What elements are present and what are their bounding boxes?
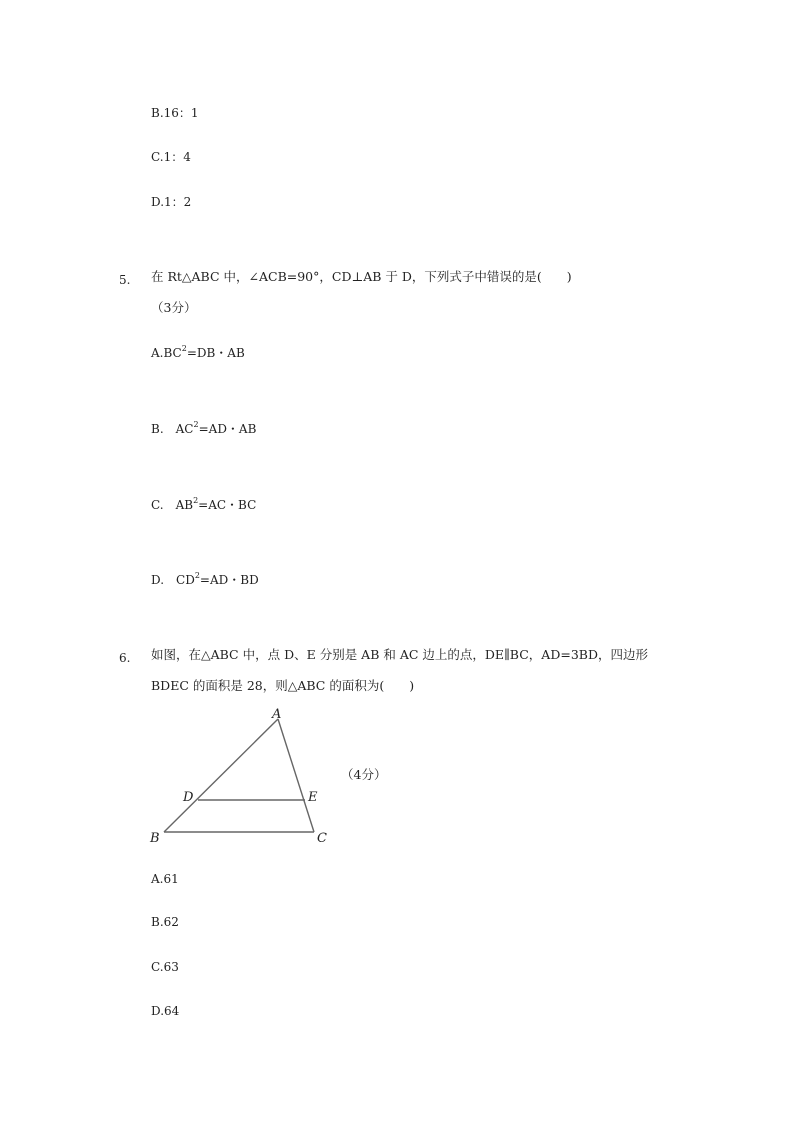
q6-option-b: B.62 — [151, 915, 179, 929]
q4-option-d: D.1：2 — [151, 195, 192, 209]
option-prefix: C. — [151, 498, 176, 512]
q4-option-b: B.16：1 — [151, 106, 199, 120]
label-e: E — [308, 790, 318, 805]
option-prefix: A. — [151, 346, 164, 360]
q6-score: （4分） — [341, 767, 387, 782]
q5-option-c — [151, 497, 256, 513]
q6-number: 6. — [119, 651, 131, 665]
q6-text-line2: BDEC 的面积是 28，则△ABC 的面积为( ) — [151, 678, 415, 693]
q6-text-line1: 如图，在△ABC 中，点 D、E 分别是 AB 和 AC 边上的点，DE∥BC，AD=3BD，四边形 — [151, 647, 648, 662]
option-term: AB — [175, 498, 194, 512]
q5-option-a — [151, 345, 245, 361]
option-exponent: 2 — [194, 571, 200, 580]
q6-option-a: A.61 — [151, 872, 179, 886]
side-ac — [278, 719, 314, 832]
option-exponent: 2 — [193, 420, 199, 429]
q5-score: （3分） — [151, 300, 197, 315]
option-exponent: 2 — [193, 496, 199, 505]
label-b: B — [150, 831, 160, 846]
q6-option-c: C.63 — [151, 960, 179, 974]
q4-option-c: C.1：4 — [151, 150, 191, 164]
option-prefix: D. — [151, 573, 177, 587]
option-rest: =AC・BC — [198, 498, 257, 512]
q5-option-d — [151, 572, 259, 588]
q5-text: 在 Rt△ABC 中，∠ACB=90°，CD⊥AB 于 D，下列式子中错误的是( ) — [151, 269, 572, 284]
label-a: A — [272, 707, 282, 722]
side-ab — [164, 719, 278, 832]
option-term: BC — [163, 346, 182, 360]
q5-option-b — [151, 421, 256, 437]
option-exponent: 2 — [181, 344, 187, 353]
option-rest: =AD・BD — [199, 573, 259, 587]
option-term: CD — [176, 573, 195, 587]
option-term: AC — [175, 422, 194, 436]
triangle-figure — [148, 704, 338, 849]
option-rest: =DB・AB — [186, 346, 245, 360]
q5-number: 5. — [119, 273, 131, 287]
option-rest: =AD・AB — [198, 422, 257, 436]
label-c: C — [317, 831, 327, 846]
option-prefix: B. — [151, 422, 176, 436]
label-d: D — [183, 790, 194, 805]
q6-option-d: D.64 — [151, 1004, 180, 1018]
